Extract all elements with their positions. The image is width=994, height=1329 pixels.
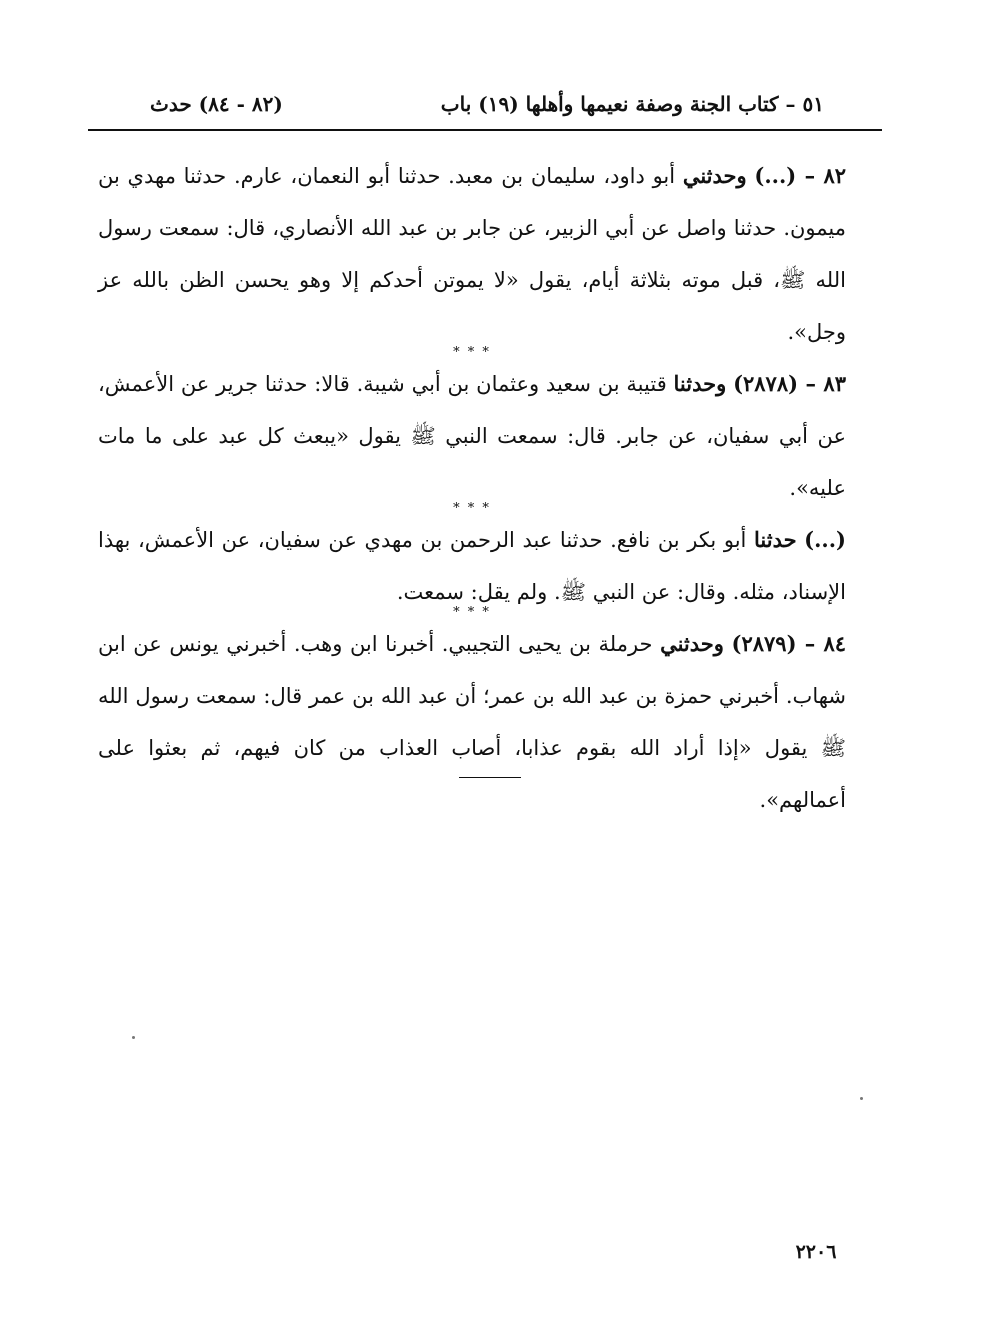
section-separator: * * *: [453, 605, 491, 620]
section-separator: * * *: [453, 345, 491, 360]
header-rule: [88, 129, 882, 131]
scan-speck: [132, 1036, 135, 1039]
hadith-text: حرملة بن يحيى التجيبي. أخبرنا ابن وهب. أخبرني يونس عن ابن شهاب. أخبرني حمزة بن عبد الله بن عمر؛ أن عبد الله بن عمر قال: سمعت رسول الله ﷺ يقول «إذا أراد الله بقوم عذابا، أصاب العذاب من كان فيهم، ثم بعثوا على أعمالهم».: [98, 632, 846, 812]
hadith-text: قتيبة بن سعيد وعثمان بن أبي شيبة. قالا: حدثنا جرير عن الأعمش، عن أبي سفيان، عن جابر. قال: سمعت النبي ﷺ يقول «يبعث كل عبد على ما مات عليه».: [98, 372, 846, 500]
hadith-number: ٨٢ – (...): [754, 163, 847, 188]
hadith-number: ٨٣ – (٢٨٧٨): [733, 371, 846, 396]
hadith-number: ٨٤ – (٢٨٧٩): [731, 631, 846, 656]
hadith-83-variant: [98, 514, 846, 618]
section-separator: * * *: [453, 501, 491, 516]
narration-word: وحدثني: [682, 163, 747, 188]
narration-word: وحدثني: [660, 631, 724, 656]
main-text: [98, 150, 846, 826]
narration-word: حدثنا: [753, 527, 797, 552]
hadith-84: [98, 618, 846, 826]
narration-word: وحدثنا: [673, 371, 727, 396]
chapter-title: ٥١ – كتاب الجنة وصفة نعيمها وأهلها (١٩) باب: [440, 92, 824, 116]
hadith-range: (٨٢ - ٨٤) حدث: [150, 92, 283, 116]
hadith-text: أبو بكر بن نافع. حدثنا عبد الرحمن بن مهدي عن سفيان، عن الأعمش، بهذا الإسناد، مثله. وقال: عن النبي ﷺ. ولم يقل: سمعت.: [98, 528, 846, 604]
hadith-82: [98, 150, 846, 358]
scan-speck: [860, 1097, 863, 1100]
page-number: ٢٢٠٦: [795, 1241, 837, 1263]
hadith-83: [98, 358, 846, 514]
running-header: [88, 92, 882, 124]
hadith-number: (...): [804, 527, 846, 552]
end-of-section-rule: [459, 777, 521, 778]
hadith-text: أبو داود، سليمان بن معبد. حدثنا أبو النعمان، عارم. حدثنا مهدي بن ميمون. حدثنا واصل عن أبي الزبير، عن جابر بن عبد الله الأنصاري، قال: سمعت رسول الله ﷺ، قبل موته بثلاثة أيام، يقول «لا يموتن أحدكم إلا وهو يحسن الظن بالله عز وجل».: [98, 164, 846, 344]
